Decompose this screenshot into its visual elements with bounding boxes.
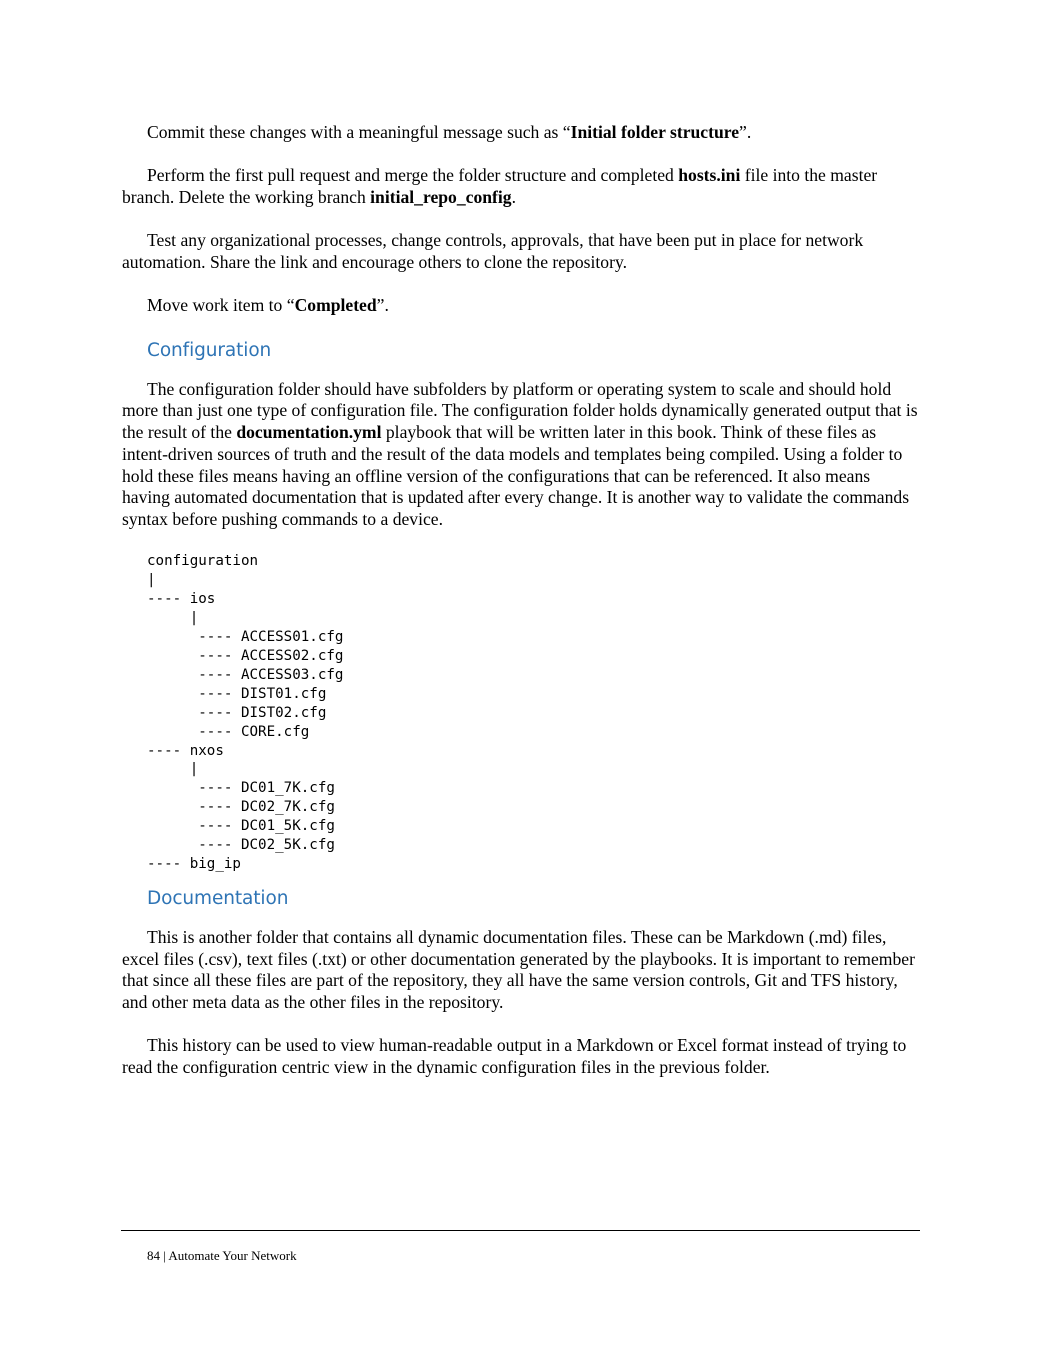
text-run: Commit these changes with a meaningful message such as “ xyxy=(147,122,571,142)
bold-text: initial_repo_config xyxy=(370,186,512,207)
tree-line: ---- ios xyxy=(147,591,216,608)
text-run: Move work item to “ xyxy=(147,295,295,316)
tree-line: ---- nxos xyxy=(147,742,224,759)
heading-documentation: Documentation xyxy=(147,888,289,910)
tree-line: ---- DC02_7K.cfg xyxy=(147,799,335,816)
tree-line: ---- ACCESS01.cfg xyxy=(147,628,344,645)
footer-divider xyxy=(121,1230,920,1231)
page-footer: 84 | Automate Your Network xyxy=(147,1248,297,1263)
tree-line: | xyxy=(147,572,156,589)
tree-line: ---- DC01_5K.cfg xyxy=(147,818,335,835)
paragraph-test-processes xyxy=(122,230,918,273)
text-run: The configuration folder should have subfolders by platform or operating system to scale and should hold more than just one type of configuration file. The configuration folder holds dynamically generated output that is the result of the xyxy=(122,378,918,443)
bold-text: hosts.ini xyxy=(678,165,741,186)
text-run: playbook that will be written later in this book. Think of these files as intent-driven sources of truth and the result of the data models and templates being compiled. Using a folder to hold these files means having an offline version of the configurations that can be referenced. It also means having automated documentation that is updated after every change. It is another way to validate the commands syntax before pushing commands to a device. xyxy=(122,422,910,529)
text-run: . xyxy=(511,186,516,207)
page-body xyxy=(122,122,918,1100)
tree-line: | xyxy=(147,609,199,626)
tree-line: ---- ACCESS02.cfg xyxy=(147,647,344,664)
tree-line: ---- DIST01.cfg xyxy=(147,685,327,702)
paragraph-documentation-1: This is another folder that contains all dynamic documentation files. These can be Markdown (.md) files, excel files (.csv), text files (.txt) or other documentation generated by the playbooks. It is important to remember that since all these files are part of the repository, they all have the same version controls, Git and TFS history, and other meta data as the other files in the repository. xyxy=(122,927,915,1013)
tree-line: ---- DIST02.cfg xyxy=(147,704,327,721)
paragraph-pull-request xyxy=(122,165,918,208)
tree-line: ---- DC01_7K.cfg xyxy=(147,780,335,797)
bold-text: Completed xyxy=(294,295,377,316)
text-run: Test any organizational processes, change controls, approvals, that have been put in place for network automation. Share the link and encourage others to clone the repository. xyxy=(122,230,864,272)
paragraph-commit xyxy=(122,122,918,144)
text-run: Perform the first pull request and merge the folder structure and completed xyxy=(147,165,679,186)
bold-text: documentation.yml xyxy=(236,422,382,443)
tree-line: ---- big_ip xyxy=(147,856,241,873)
text-run: ”. xyxy=(376,295,389,316)
text-run: file into the master branch. Delete the working branch xyxy=(122,165,878,207)
tree-line: | xyxy=(147,761,199,778)
tree-line: ---- CORE.cfg xyxy=(147,723,310,740)
heading-configuration: Configuration xyxy=(147,339,272,361)
tree-line: configuration xyxy=(147,553,259,570)
configuration-folder-tree xyxy=(147,552,918,874)
paragraph-documentation-2: This history can be used to view human-readable output in a Markdown or Excel format instead of trying to read the configuration centric view in the dynamic configuration files in the previous folder. xyxy=(122,1035,907,1078)
tree-line: ---- ACCESS03.cfg xyxy=(147,666,344,683)
paragraph-move-work-item xyxy=(122,295,918,317)
tree-line: ---- DC02_5K.cfg xyxy=(147,837,335,854)
bold-text: Initial folder structure xyxy=(570,122,740,142)
paragraph-configuration xyxy=(122,379,918,531)
text-run: ”. xyxy=(739,122,752,142)
